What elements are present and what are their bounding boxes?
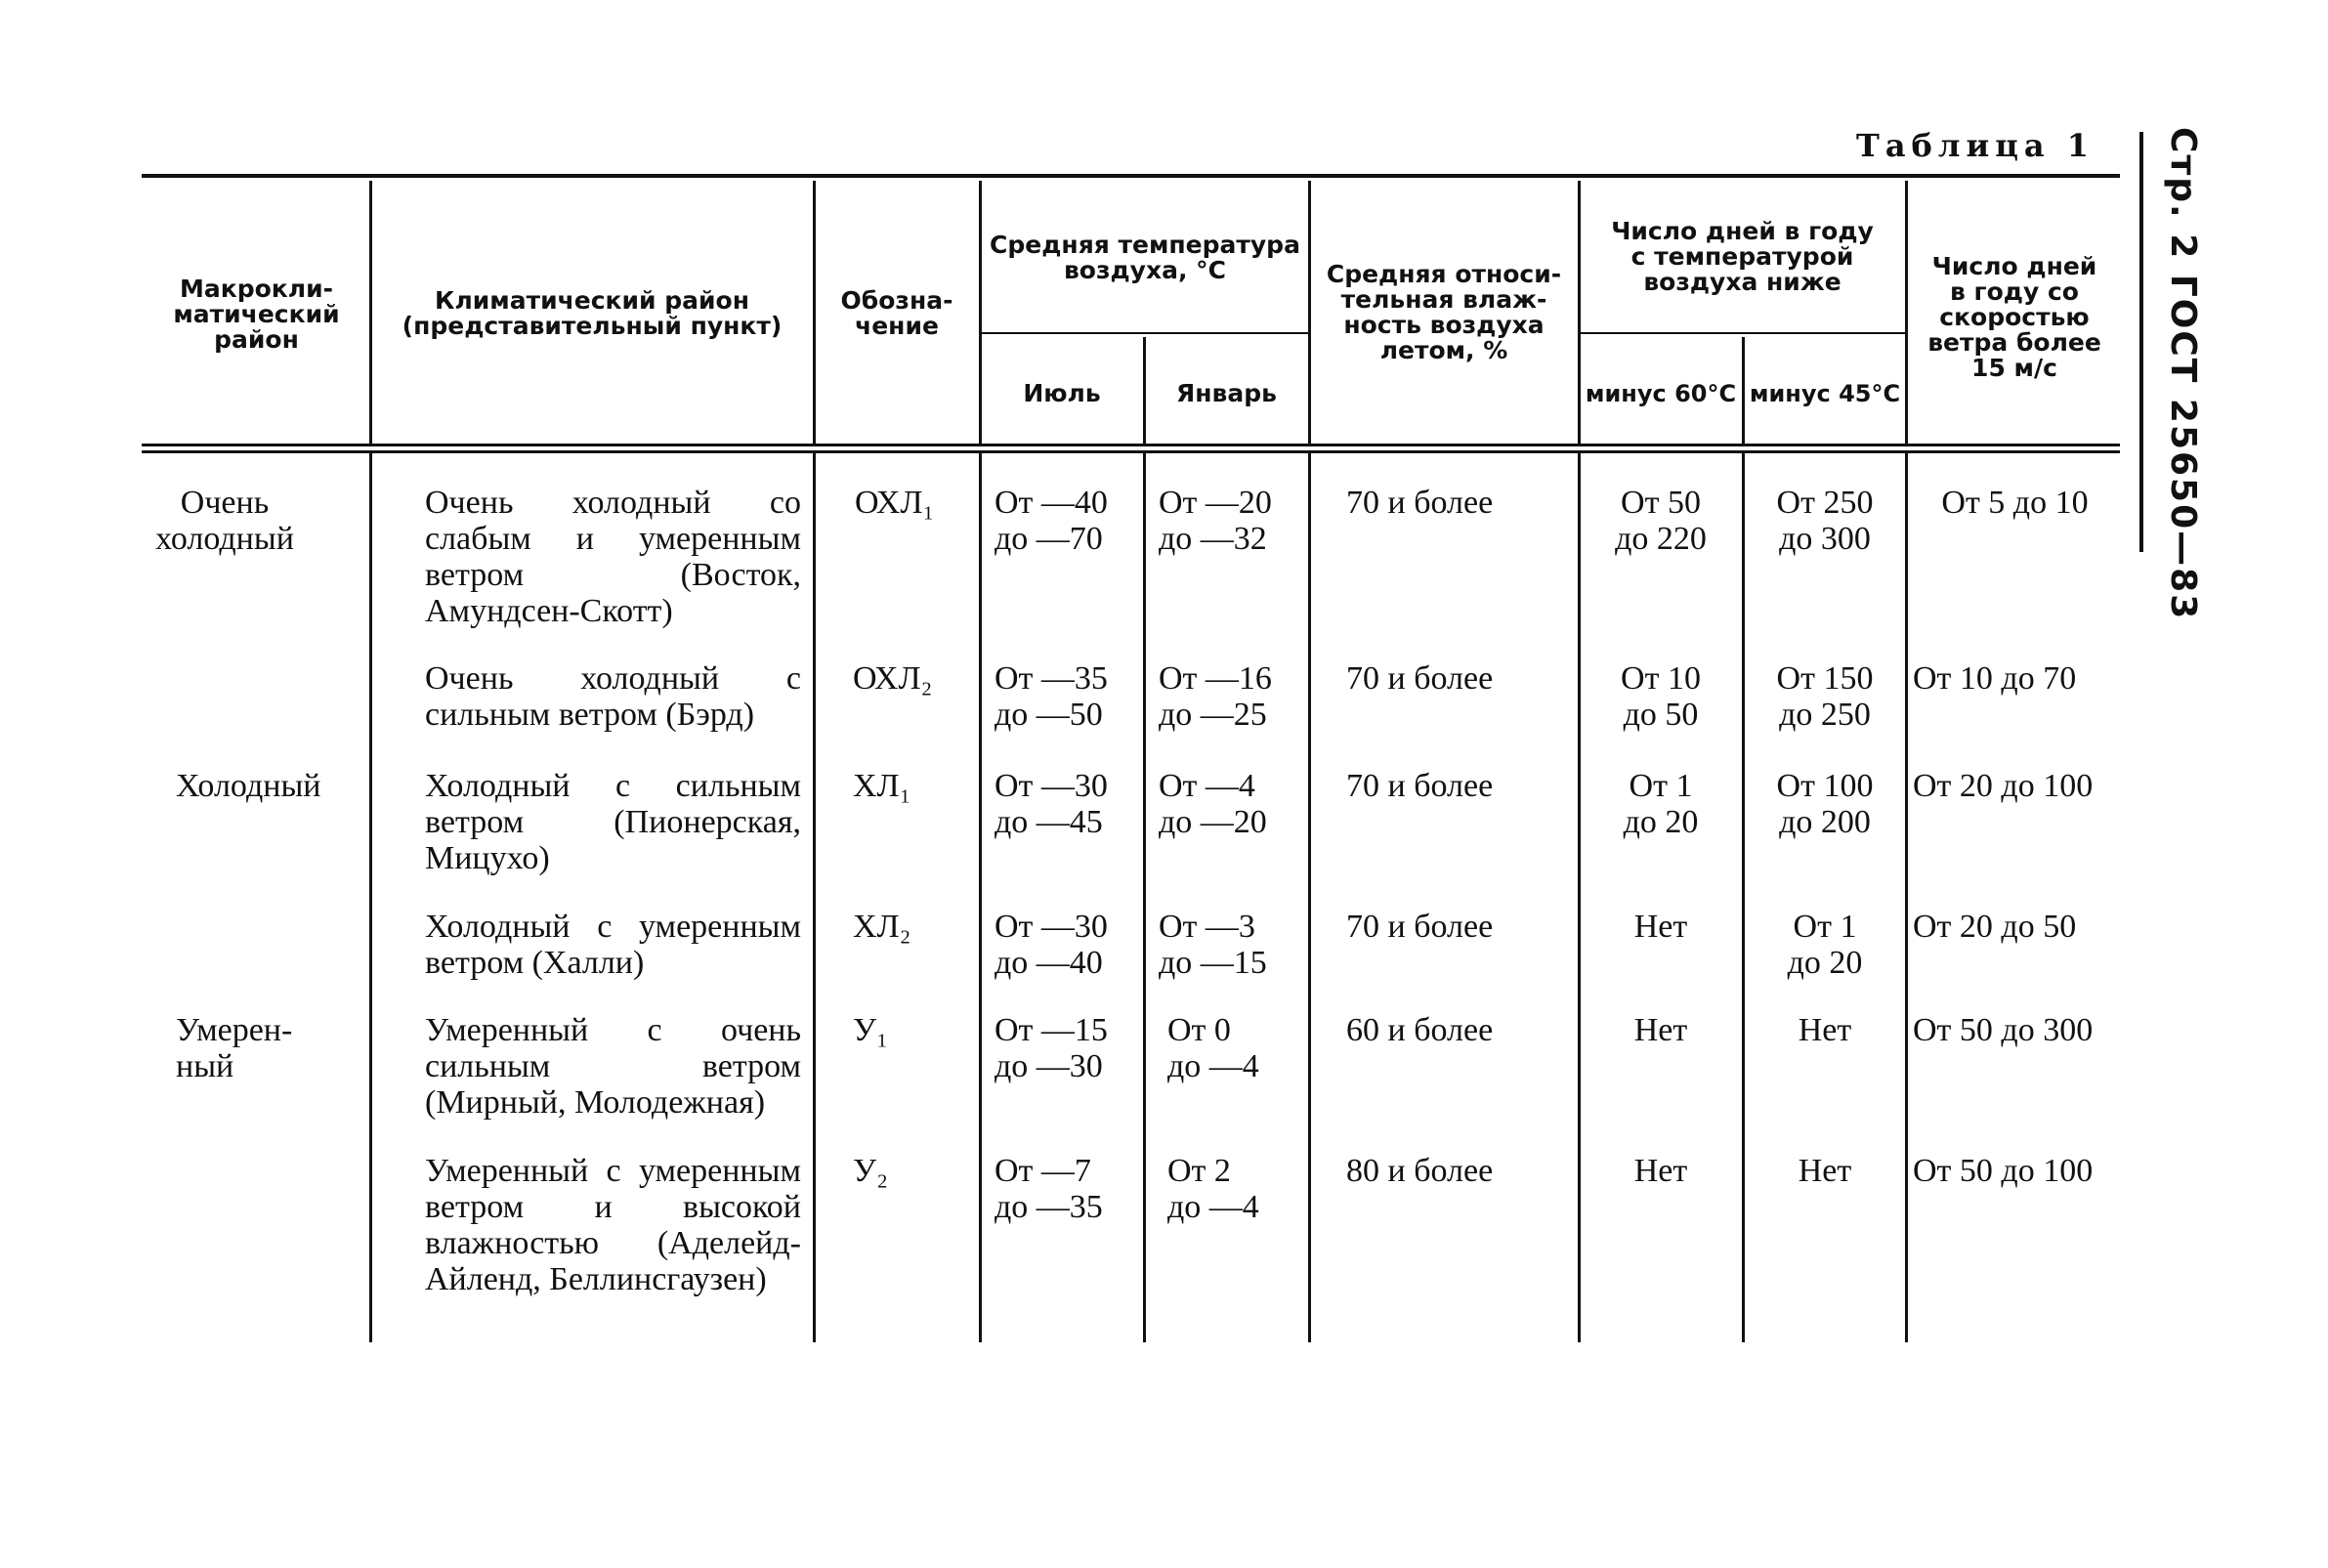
row2-district: Очень холодный с сильным ветром (Бэрд) xyxy=(425,660,801,733)
row4-wind: От 20 до 50 xyxy=(1913,909,2077,945)
row4-minus45: От 1 до 20 xyxy=(1787,909,1863,981)
row5-july: От —15 до —30 xyxy=(995,1012,1108,1084)
header-minus60: минус 60°С xyxy=(1585,380,1737,407)
row6-january: От 2 до —4 xyxy=(1167,1153,1259,1225)
row3-july: От —30 до —45 xyxy=(995,768,1108,840)
row4-minus60: Нет xyxy=(1633,909,1688,945)
row6-humidity: 80 и более xyxy=(1346,1153,1494,1189)
col-rule-3-head xyxy=(979,181,982,444)
row4-july: От —30 до —40 xyxy=(995,909,1108,981)
subheader-rule-days xyxy=(1579,332,1906,334)
row3-humidity: 70 и более xyxy=(1346,768,1494,804)
row3-january: От —4 до —20 xyxy=(1159,768,1267,840)
col-rule-4-head xyxy=(1143,337,1146,444)
col-rule-5-head xyxy=(1308,181,1311,444)
col-rule-1-head xyxy=(369,181,372,444)
row2-minus60: От 10 до 50 xyxy=(1621,660,1701,733)
row1-macro: Очень холодный xyxy=(155,485,294,557)
col-rule-6-body xyxy=(1578,453,1581,1342)
row1-district: Очень холодный со слабым и умеренным ветром (Восток, Амундсен-Скотт) xyxy=(425,485,801,629)
row2-humidity: 70 и более xyxy=(1346,660,1494,697)
col-rule-3-body xyxy=(979,453,982,1342)
row1-minus60: От 50 до 220 xyxy=(1615,485,1707,557)
header-wind-days: Число дней в году со скоростью ветра более 15 м/с xyxy=(1927,252,2101,382)
col-rule-7-body xyxy=(1742,453,1745,1342)
header-humidity: Средняя относи- тельная влаж- ность воздуха летом, % xyxy=(1326,260,1562,364)
row3-minus45: От 100 до 200 xyxy=(1776,768,1874,840)
row4-district: Холодный с умеренным ветром (Халли) xyxy=(425,909,801,981)
row1-minus45: От 250 до 300 xyxy=(1776,485,1874,557)
row4-humidity: 70 и более xyxy=(1346,909,1494,945)
header-macro: Макрокли- матический район xyxy=(173,275,340,354)
header-january: Январь xyxy=(1176,379,1277,407)
row6-wind: От 50 до 100 xyxy=(1913,1153,2094,1189)
row5-minus60: Нет xyxy=(1633,1012,1688,1048)
col-rule-8-head xyxy=(1905,181,1908,444)
row2-designation: ОХЛ₂ xyxy=(853,660,933,697)
row6-minus60: Нет xyxy=(1633,1153,1688,1189)
col-rule-1-body xyxy=(369,453,372,1342)
table-label: Таблица 1 xyxy=(1856,127,2095,164)
running-header: Стр. 2 ГОСТ 25650—83 xyxy=(2163,127,2203,621)
row3-wind: От 20 до 100 xyxy=(1913,768,2094,804)
header-days-below: Число дней в году с температурой воздуха ниже xyxy=(1611,217,1874,296)
row6-district: Умеренный с умеренным ветром и высокой влажностью (Аделейд-Айленд, Беллинсгаузен) xyxy=(425,1153,801,1297)
header-avg-temp: Средняя температура воздуха, °С xyxy=(990,231,1300,284)
row5-macro: Умерен- ный xyxy=(176,1012,293,1084)
header-district: Климатический район (представительный пункт) xyxy=(402,286,783,340)
subheader-rule-temp xyxy=(980,332,1310,334)
header-bottom-rule-1 xyxy=(142,444,2120,446)
row4-january: От —3 до —15 xyxy=(1159,909,1267,981)
row5-designation: У₁ xyxy=(853,1012,888,1048)
row2-wind: От 10 до 70 xyxy=(1913,660,2077,697)
row3-designation: ХЛ₁ xyxy=(853,768,911,804)
row1-wind: От 5 до 10 xyxy=(1941,485,2089,521)
row2-july: От —35 до —50 xyxy=(995,660,1108,733)
header-minus45: минус 45°С xyxy=(1749,380,1901,407)
row1-designation: ОХЛ₁ xyxy=(855,485,935,521)
table-top-rule xyxy=(142,174,2120,178)
row1-january: От —20 до —32 xyxy=(1159,485,1272,557)
row2-minus45: От 150 до 250 xyxy=(1776,660,1874,733)
row5-january: От 0 до —4 xyxy=(1167,1012,1259,1084)
row2-january: От —16 до —25 xyxy=(1159,660,1272,733)
row1-july: От —40 до —70 xyxy=(995,485,1108,557)
row1-humidity: 70 и более xyxy=(1346,485,1494,521)
col-rule-7-head xyxy=(1742,337,1745,444)
row6-designation: У₂ xyxy=(853,1153,888,1189)
side-rule xyxy=(2139,132,2143,552)
row5-district: Умеренный с очень сильным ветром (Мирный, Молодежная) xyxy=(425,1012,801,1121)
row5-minus45: Нет xyxy=(1798,1012,1852,1048)
row6-july: От —7 до —35 xyxy=(995,1153,1103,1225)
row5-wind: От 50 до 300 xyxy=(1913,1012,2094,1048)
col-rule-4-body xyxy=(1143,453,1146,1342)
header-july: Июль xyxy=(1023,379,1101,407)
row5-humidity: 60 и более xyxy=(1346,1012,1494,1048)
col-rule-2-body xyxy=(813,453,816,1342)
row3-district: Холодный с сильным ветром (Пионерская, Мицухо) xyxy=(425,768,801,876)
col-rule-2-head xyxy=(813,181,816,444)
row3-macro: Холодный xyxy=(176,768,321,804)
row6-minus45: Нет xyxy=(1798,1153,1852,1189)
col-rule-8-body xyxy=(1905,453,1908,1342)
header-designation: Обозна- чение xyxy=(840,286,953,340)
col-rule-6-head xyxy=(1578,181,1581,444)
row3-minus60: От 1 до 20 xyxy=(1623,768,1699,840)
header-bottom-rule-2 xyxy=(142,450,2120,453)
row4-designation: ХЛ₂ xyxy=(853,909,911,945)
